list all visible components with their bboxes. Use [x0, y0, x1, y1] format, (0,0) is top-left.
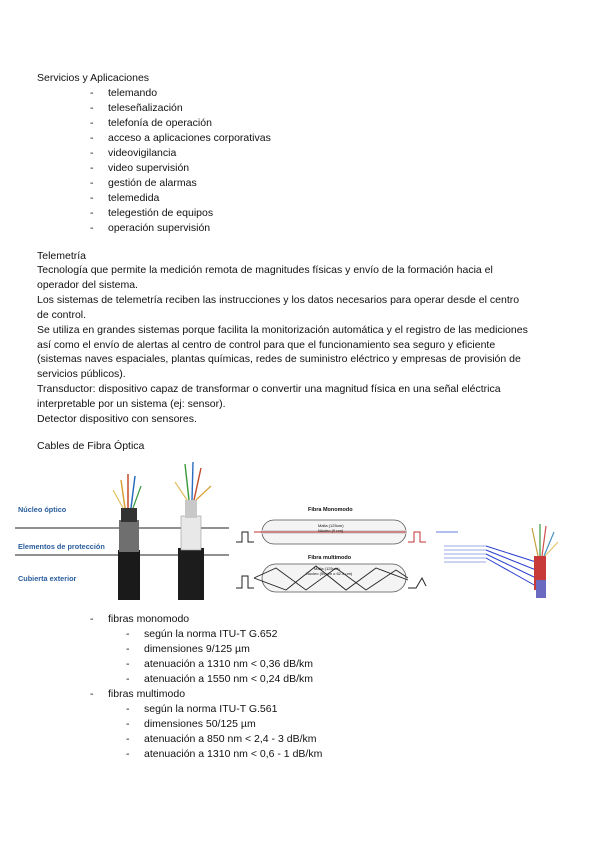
spec-label: dimensiones 50/125 µm: [144, 718, 256, 730]
protection-label: Elementos de protección: [18, 542, 105, 551]
list-item: [0, 176, 600, 191]
text-line: Se utiliza en grandes sistemas porque facilita la monitorización automática y el registro de las mediciones: [37, 323, 528, 336]
list-item: [0, 206, 600, 221]
telemetry-heading: Telemetría: [37, 250, 87, 262]
list-item: [0, 191, 600, 206]
spec-label: atenuación a 1310 nm < 0,36 dB/km: [144, 658, 313, 670]
list-item: [0, 642, 600, 657]
spec-label: atenuación a 1310 nm < 0,6 - 1 dB/km: [144, 748, 323, 760]
list-item: [0, 101, 600, 116]
multimode-title: Fibra multimodo: [308, 555, 352, 561]
bullet-dash: -: [90, 162, 94, 174]
text-line: de control.: [37, 308, 87, 321]
fiber-type-label: fibras multimodo: [108, 688, 186, 700]
bullet-dash: -: [90, 613, 94, 625]
text-line: operador del sistema.: [37, 278, 138, 291]
telemetry-text: [37, 263, 557, 427]
list-item-label: acceso a aplicaciones corporativas: [108, 132, 271, 144]
fiber-heading: Cables de Fibra Óptica: [37, 440, 145, 452]
spec-label: según la norma ITU-T G.652: [144, 628, 278, 640]
fiber-type-label: fibras monomodo: [108, 613, 190, 625]
list-item: [0, 717, 600, 732]
list-item: [0, 161, 600, 176]
list-item-label: teleseñalización: [108, 102, 183, 114]
text-line: (sistemas naves espaciales, plantas químicas, redes de suministro eléctrico y empresas de provisión de: [37, 353, 521, 366]
list-item: [0, 612, 600, 627]
bullet-dash: -: [90, 688, 94, 700]
list-item: [0, 732, 600, 747]
fiber-detail-figure: [436, 520, 571, 605]
list-item: [0, 146, 600, 161]
list-item-label: operación supervisión: [108, 222, 211, 234]
text-line: Los sistemas de telemetría reciben las instrucciones y los datos necesarios para operar desde el centro: [37, 293, 520, 306]
spec-label: atenuación a 1550 nm < 0,24 dB/km: [144, 673, 313, 685]
bullet-dash: -: [126, 658, 130, 670]
bullet-dash: -: [126, 733, 130, 745]
list-item: [0, 116, 600, 131]
fiber-modes-figure: [236, 500, 432, 600]
list-item-label: telemedida: [108, 192, 160, 204]
text-line: así como el envío de alertas al centro de control para que el funcionamiento sea seguro y eficiente: [37, 338, 496, 351]
list-item: [0, 221, 600, 236]
bullet-dash: -: [126, 718, 130, 730]
cover-label: Cubierta exterior: [18, 574, 77, 583]
list-item-label: videovigilancia: [108, 147, 177, 159]
list-item-label: telefonía de operación: [108, 117, 212, 129]
list-item: [0, 687, 600, 702]
list-item-label: telemando: [108, 87, 158, 99]
list-item: [0, 747, 600, 762]
spec-label: según la norma ITU-T G.561: [144, 703, 278, 715]
spec-label: atenuación a 850 nm < 2,4 - 3 dB/km: [144, 733, 317, 745]
text-line: Transductor: dispositivo capaz de transformar o convertir una magnitud física en una señal eléctrica: [37, 383, 501, 396]
bullet-dash: -: [126, 628, 130, 640]
bullet-dash: -: [90, 192, 94, 204]
list-item-label: gestión de alarmas: [108, 177, 197, 189]
list-item: [0, 657, 600, 672]
list-item: [0, 131, 600, 146]
monomode-cladding-label: Malla (125um): [318, 523, 344, 528]
bullet-dash: -: [90, 117, 94, 129]
bullet-dash: -: [90, 87, 94, 99]
bullet-dash: -: [126, 748, 130, 760]
list-item: [0, 627, 600, 642]
bullet-dash: -: [90, 102, 94, 114]
services-list: [0, 86, 600, 236]
spec-label: dimensiones 9/125 µm: [144, 643, 250, 655]
text-line: Detector dispositivo con sensores.: [37, 413, 197, 426]
fiber-modes-illustration: [236, 500, 432, 600]
monomode-title: Fibra Monomodo: [308, 507, 353, 513]
text-line: servicios públicos).: [37, 368, 126, 381]
fiber-detail-illustration: [436, 520, 571, 605]
fiber-types-list: [0, 612, 600, 762]
multimode-cladding-label: Malla (125um): [314, 566, 340, 571]
monomode-core-label: Núcleo (9 um): [318, 528, 344, 533]
bullet-dash: -: [90, 207, 94, 219]
list-item: [0, 672, 600, 687]
list-item: [0, 86, 600, 101]
list-item: [0, 702, 600, 717]
list-item-label: telegestión de equipos: [108, 207, 214, 219]
text-line: Tecnología que permite la medición remota de magnitudes físicas y envío de la formación hacia el: [37, 264, 493, 276]
bullet-dash: -: [90, 177, 94, 189]
bullet-dash: -: [90, 132, 94, 144]
bullet-dash: -: [90, 147, 94, 159]
core-label: Núcleo óptico: [18, 505, 67, 514]
bullet-dash: -: [90, 222, 94, 234]
bullet-dash: -: [126, 643, 130, 655]
multimode-core-label: Núcleo (50 um o 62.5 um): [306, 571, 353, 576]
list-item-label: video supervisión: [108, 162, 190, 174]
bullet-dash: -: [126, 673, 130, 685]
cable-structure-figure: [15, 458, 229, 603]
services-heading: Servicios y Aplicaciones: [37, 72, 150, 84]
bullet-dash: -: [126, 703, 130, 715]
text-line: interpretable por un sistema (ej: sensor).: [37, 398, 226, 411]
